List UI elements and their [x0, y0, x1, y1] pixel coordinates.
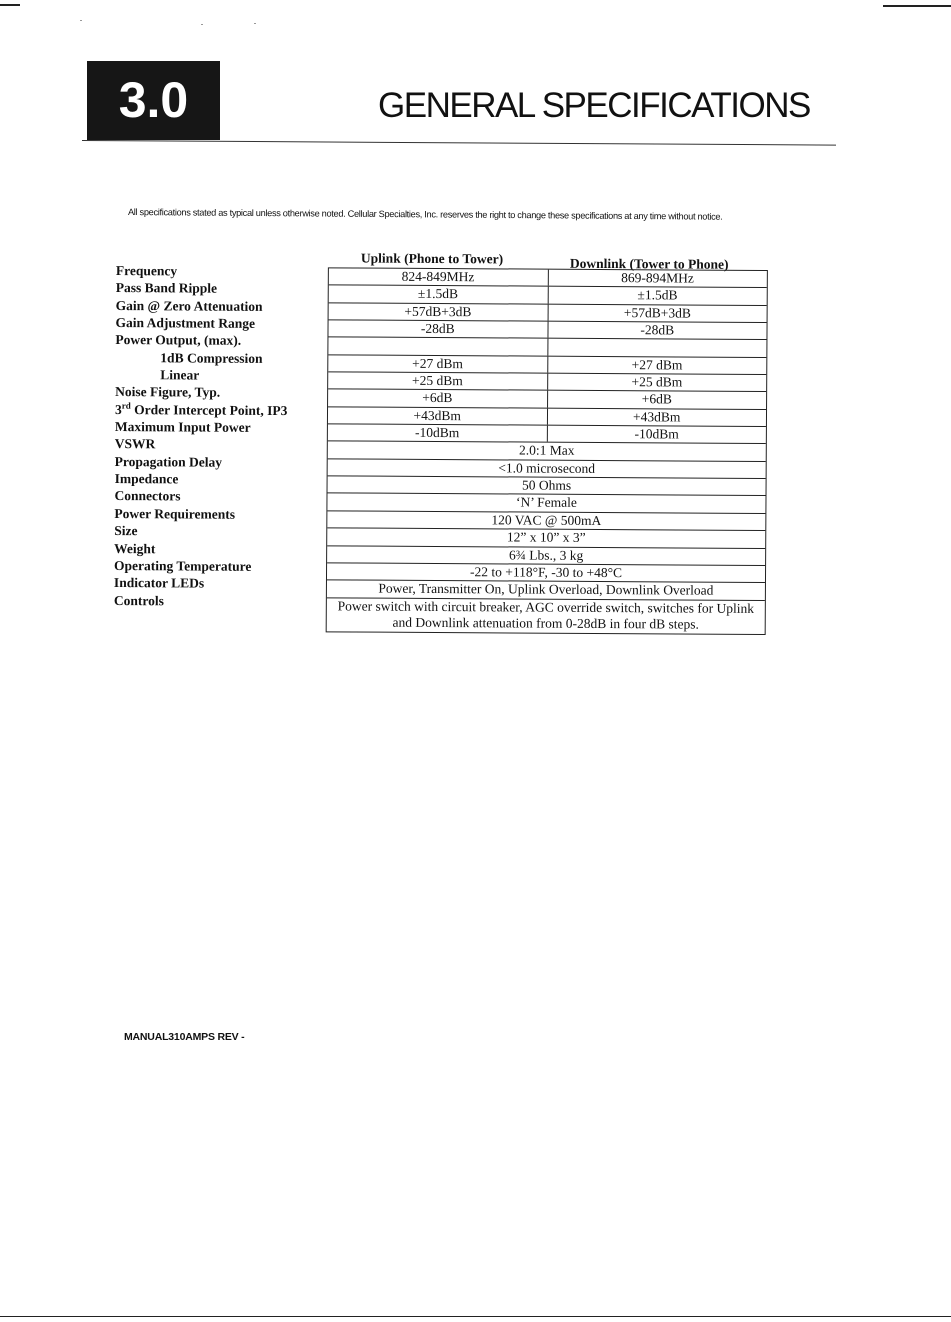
- specifications-notice: All specifications stated as typical unless otherwise noted. Cellular Specialties, Inc. reserves the right to change these specifications at any time without notice.: [127, 207, 723, 222]
- spec-value: 50 Ohms: [521, 477, 572, 493]
- table-row: [327, 598, 765, 634]
- spec-value: <1.0 microsecond: [498, 460, 596, 476]
- spec-value: 2.0:1 Max: [518, 442, 575, 459]
- spec-label: Size: [114, 523, 138, 539]
- top-right-edge-mark: [883, 5, 951, 7]
- uplink-value: -10dBm: [414, 424, 460, 441]
- spec-label: Controls: [113, 592, 164, 608]
- uplink-value: +25 dBm: [412, 372, 463, 389]
- uplink-value: +57dB+3dB: [404, 303, 472, 319]
- downlink-value: +6dB: [547, 391, 767, 409]
- downlink-value: 869-894MHz: [547, 270, 767, 288]
- spec-value: -22 to +118°F, -30 to +48°C: [470, 564, 623, 580]
- spec-label: Propagation Delay: [114, 453, 223, 470]
- spec-label: Power Output, (max).: [115, 332, 242, 349]
- uplink-column-header: Uplink (Phone to Tower): [360, 250, 504, 267]
- spec-label: Frequency: [115, 263, 178, 279]
- spec-table: [326, 267, 768, 634]
- page-title: GENERAL SPECIFICATIONS: [378, 86, 810, 125]
- downlink-value: -10dBm: [546, 426, 766, 444]
- uplink-value: +6dB: [422, 390, 453, 406]
- spec-label: Pass Band Ripple: [115, 280, 218, 296]
- spec-value: ‘N’ Female: [515, 494, 577, 511]
- spec-label: Gain @ Zero Attenuation: [115, 297, 263, 314]
- uplink-value: [328, 338, 547, 356]
- spec-labels: [114, 262, 288, 610]
- spec-label: Indicator LEDs: [113, 575, 205, 591]
- uplink-value: +43dBm: [413, 407, 461, 423]
- scan-speck: [201, 24, 203, 25]
- spec-label: Weight: [114, 540, 156, 556]
- section-number: 3.0: [87, 61, 220, 140]
- title-divider: [82, 140, 836, 146]
- downlink-value: +57dB+3dB: [547, 304, 767, 322]
- uplink-value: 824-849MHz: [401, 268, 475, 285]
- spec-label: Power Requirements: [114, 505, 236, 522]
- downlink-value: +25 dBm: [547, 374, 767, 392]
- uplink-value: +27 dBm: [412, 355, 463, 371]
- spec-label: Operating Temperature: [114, 557, 252, 574]
- specifications-block: [108, 249, 770, 643]
- downlink-value: ±1.5dB: [547, 287, 767, 305]
- top-left-edge-mark: [0, 4, 20, 6]
- uplink-value: ±1.5dB: [417, 286, 459, 302]
- downlink-value: -28dB: [547, 322, 767, 340]
- spec-value: 120 VAC @ 500mA: [491, 512, 602, 528]
- spec-value: 6¾ Lbs., 3 kg: [508, 546, 584, 563]
- bottom-edge-line: [0, 1316, 951, 1317]
- spec-value: 12” x 10” x 3”: [506, 529, 586, 546]
- spec-label: Gain Adjustment Range: [115, 315, 256, 331]
- spec-label: Maximum Input Power: [114, 419, 251, 435]
- scan-speck: [254, 23, 256, 24]
- spec-label: 3rd Order Intercept Point, IP3: [114, 400, 288, 418]
- document-code: MANUAL310AMPS REV -: [124, 1031, 245, 1043]
- spec-label: 1dB Compression: [160, 350, 263, 366]
- downlink-value: +43dBm: [546, 408, 766, 426]
- scan-speck: [80, 20, 82, 21]
- spec-label: VSWR: [114, 436, 156, 452]
- downlink-value: +27 dBm: [547, 356, 767, 374]
- spec-value: Power, Transmitter On, Uplink Overload, Downlink Overload: [378, 580, 714, 598]
- downlink-value: [547, 339, 767, 357]
- spec-label: Impedance: [114, 471, 179, 487]
- spec-value: Power switch with circuit breaker, AGC override switch, switches for Uplink and Downlink attenuation from 0-28dB in four dB steps.: [337, 597, 755, 632]
- uplink-value: -28dB: [420, 320, 455, 337]
- spec-label: Linear: [160, 367, 200, 383]
- spec-label: Noise Figure, Typ.: [115, 384, 221, 401]
- spec-label: Connectors: [114, 488, 181, 504]
- downlink-column-header: Downlink (Tower to Phone): [569, 255, 729, 272]
